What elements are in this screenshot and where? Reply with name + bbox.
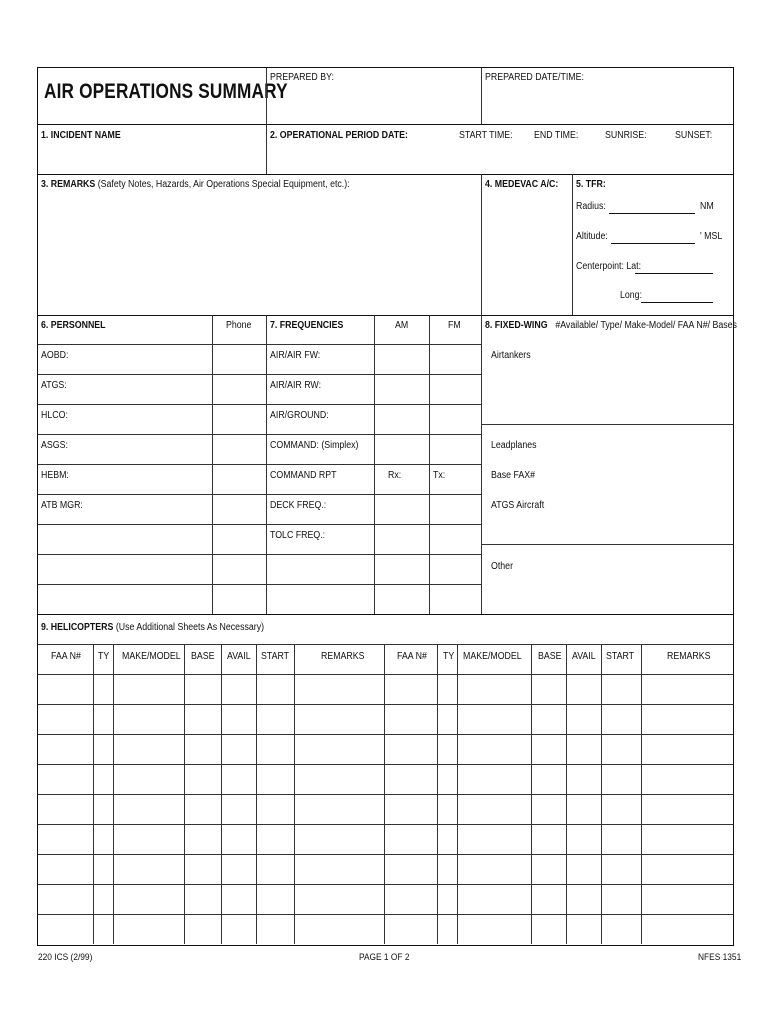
personnel-hebm[interactable]: HEBM:: [41, 470, 69, 481]
fixed-wing-leadplanes[interactable]: Leadplanes: [491, 440, 537, 451]
freq-rx-label: Rx:: [388, 470, 402, 481]
fixed-wing-airtankers[interactable]: Airtankers: [491, 350, 531, 361]
heli-col-start: START: [261, 651, 290, 662]
table-row: [38, 824, 733, 825]
end-time-label[interactable]: END TIME:: [534, 130, 579, 141]
sunset-label[interactable]: SUNSET:: [675, 130, 713, 141]
divider: [38, 315, 733, 316]
heli-col-faa-n-2: FAA N#: [397, 651, 427, 662]
divider: [266, 315, 267, 614]
fixed-wing-header-text: 8. FIXED-WING: [485, 320, 548, 331]
frequencies-header: 7. FREQUENCIES: [270, 320, 344, 331]
divider: [38, 524, 481, 525]
freq-command-rpt[interactable]: COMMAND RPT: [270, 470, 337, 481]
operational-period-date-label[interactable]: 2. OPERATIONAL PERIOD DATE:: [270, 130, 408, 141]
personnel-atb-mgr[interactable]: ATB MGR:: [41, 500, 83, 511]
divider: [266, 124, 267, 174]
footer-nfes: NFES 1351: [698, 952, 742, 963]
divider: [212, 315, 213, 614]
table-row: [38, 704, 733, 705]
radius-field[interactable]: [609, 213, 695, 214]
heli-col-make-model: MAKE/MODEL: [122, 651, 181, 662]
radius-label: Radius:: [576, 201, 606, 212]
heli-col-avail-2: AVAIL: [572, 651, 596, 662]
freq-air-air-rw[interactable]: AIR/AIR RW:: [270, 380, 322, 391]
divider: [38, 614, 733, 615]
footer-form-id: 220 ICS (2/99): [38, 952, 93, 963]
divider: [481, 68, 482, 124]
divider: [266, 68, 267, 124]
altitude-field[interactable]: [611, 243, 695, 244]
divider: [481, 424, 733, 425]
air-operations-summary-form: [37, 67, 737, 946]
personnel-aobd[interactable]: AOBD:: [41, 350, 69, 361]
fixed-wing-other[interactable]: Other: [491, 561, 514, 572]
fm-header: FM: [448, 320, 461, 331]
long-field[interactable]: [641, 302, 713, 303]
fixed-wing-base-fax[interactable]: Base FAX#: [491, 470, 536, 481]
divider: [38, 434, 481, 435]
heli-col-remarks: REMARKS: [321, 651, 365, 662]
radius-unit: NM: [700, 201, 714, 212]
phone-header: Phone: [226, 320, 252, 331]
heli-col-ty: TY: [98, 651, 110, 662]
remarks-label-text: 3. REMARKS: [41, 179, 96, 190]
centerpoint-lat-field[interactable]: [635, 273, 713, 274]
medevac-label[interactable]: 4. MEDEVAC A/C:: [485, 179, 559, 190]
divider: [38, 644, 733, 645]
divider: [38, 584, 481, 585]
freq-air-air-fw[interactable]: AIR/AIR FW:: [270, 350, 321, 361]
heli-col-start-2: START: [606, 651, 635, 662]
divider: [481, 315, 482, 614]
personnel-hlco[interactable]: HLCO:: [41, 410, 68, 421]
table-row: [38, 764, 733, 765]
remarks-hint: (Safety Notes, Hazards, Air Operations Special Equipment, etc.):: [97, 179, 350, 190]
divider: [38, 554, 481, 555]
table-row: [38, 914, 733, 915]
table-row: [38, 734, 733, 735]
divider: [481, 174, 482, 315]
prepared-by-label[interactable]: PREPARED BY:: [270, 72, 334, 83]
fixed-wing-hint: #Available/ Type/ Make-Model/ FAA N#/ Bases: [555, 320, 737, 331]
freq-command-simplex[interactable]: COMMAND: (Simplex): [270, 440, 359, 451]
personnel-asgs[interactable]: ASGS:: [41, 440, 68, 451]
fixed-wing-atgs-aircraft[interactable]: ATGS Aircraft: [491, 500, 545, 511]
sunrise-label[interactable]: SUNRISE:: [605, 130, 647, 141]
altitude-label: Altitude:: [576, 231, 608, 242]
heli-col-ty-2: TY: [443, 651, 455, 662]
remarks-label[interactable]: [41, 179, 350, 191]
heli-col-make-model-2: MAKE/MODEL: [463, 651, 522, 662]
helicopters-header: [41, 622, 264, 634]
form-title: AIR OPERATIONS SUMMARY: [44, 80, 288, 103]
divider: [481, 544, 733, 545]
centerpoint-lat-label: Centerpoint: Lat:: [576, 261, 642, 272]
freq-air-ground[interactable]: AIR/GROUND:: [270, 410, 329, 421]
heli-col-remarks-2: REMARKS: [667, 651, 711, 662]
divider: [38, 124, 733, 125]
divider: [38, 344, 481, 345]
heli-col-base: BASE: [191, 651, 215, 662]
personnel-atgs[interactable]: ATGS:: [41, 380, 67, 391]
freq-tx-label: Tx:: [433, 470, 446, 481]
divider: [38, 494, 481, 495]
divider: [38, 464, 481, 465]
heli-col-avail: AVAIL: [227, 651, 251, 662]
table-row: [38, 884, 733, 885]
divider: [38, 404, 481, 405]
table-row: [38, 854, 733, 855]
am-header: AM: [395, 320, 409, 331]
prepared-datetime-label[interactable]: PREPARED DATE/TIME:: [485, 72, 584, 83]
freq-deck[interactable]: DECK FREQ.:: [270, 500, 327, 511]
long-label: Long:: [620, 290, 643, 301]
divider: [572, 174, 573, 315]
footer-page: PAGE 1 OF 2: [359, 952, 410, 963]
start-time-label[interactable]: START TIME:: [459, 130, 513, 141]
freq-tolc[interactable]: TOLC FREQ.:: [270, 530, 326, 541]
altitude-unit: ' MSL: [700, 231, 723, 242]
divider: [38, 174, 733, 175]
table-row: [38, 794, 733, 795]
tfr-label: 5. TFR:: [576, 179, 606, 190]
divider: [374, 315, 375, 614]
heli-col-faa-n: FAA N#: [51, 651, 81, 662]
helicopters-hint: (Use Additional Sheets As Necessary): [115, 622, 265, 633]
helicopters-header-text: 9. HELICOPTERS: [41, 622, 114, 633]
table-row: [38, 674, 733, 675]
fixed-wing-header: [485, 320, 737, 332]
divider: [429, 315, 430, 614]
divider: [38, 374, 481, 375]
incident-name-label[interactable]: 1. INCIDENT NAME: [41, 130, 121, 141]
heli-col-base-2: BASE: [538, 651, 562, 662]
personnel-header: 6. PERSONNEL: [41, 320, 106, 331]
